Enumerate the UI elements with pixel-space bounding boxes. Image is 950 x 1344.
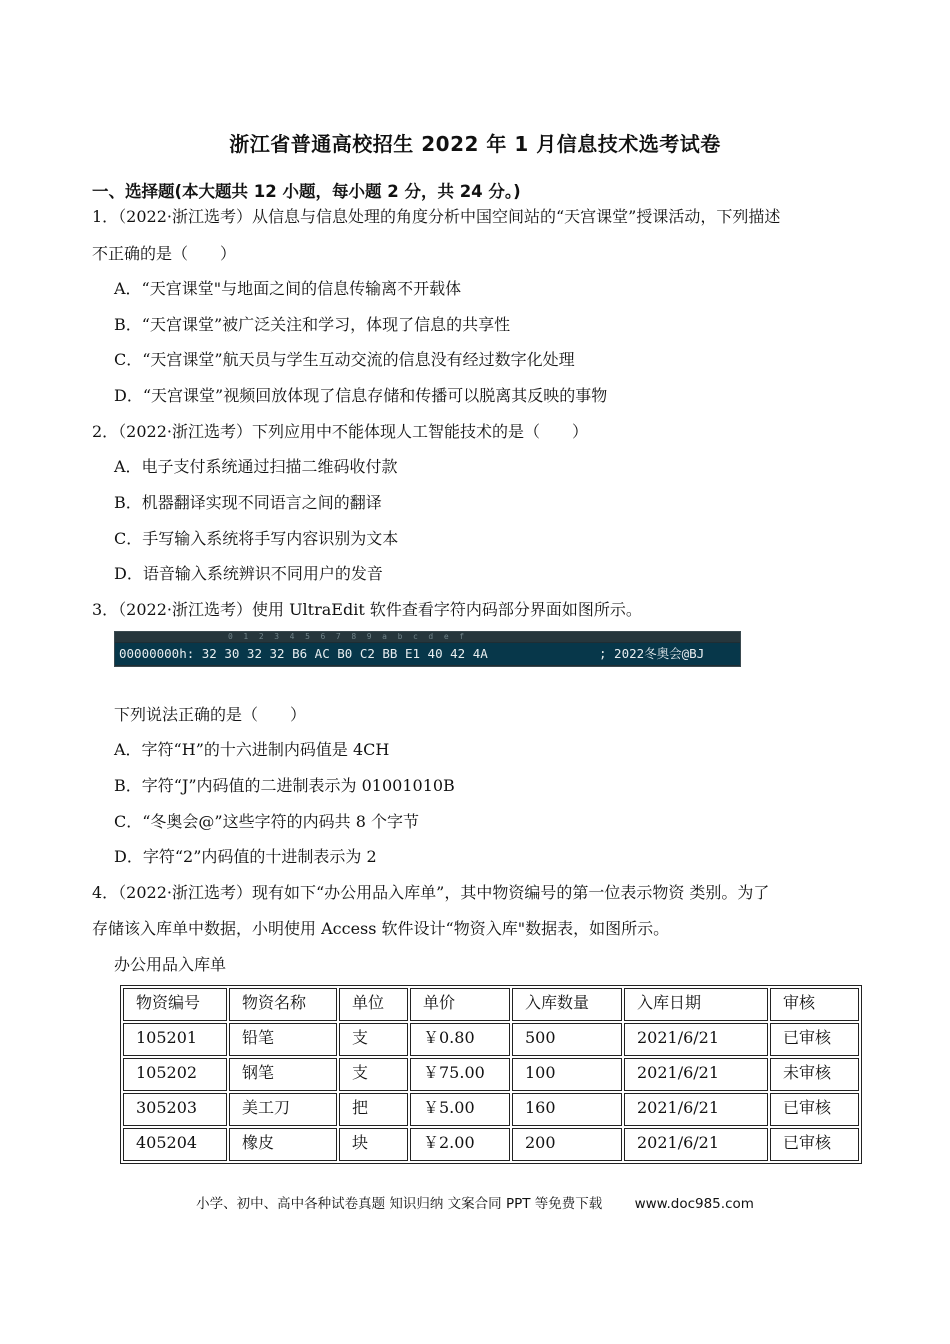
hex-ascii-text: ; 2022冬奥会@BJ	[599, 646, 705, 661]
cell-date: 2021/6/21	[624, 1093, 768, 1126]
cell-date: 2021/6/21	[624, 1058, 768, 1091]
table-row	[123, 1023, 859, 1056]
q4-stem-line-2: 存储该入库单中数据，小明使用 Access 软件设计“物资入库"数据表，如图所示。	[92, 919, 670, 938]
header-cell: 物资编号	[123, 988, 227, 1021]
cell-id: 105201	[123, 1023, 227, 1056]
cell-review: 已审核	[770, 1093, 859, 1126]
q3-option-c: C．“冬奥会@”这些字符的内码共 8 个字节	[114, 812, 419, 831]
cell-name: 美工刀	[229, 1093, 337, 1126]
table-caption: 办公用品入库单	[114, 955, 227, 974]
cell-price: ￥5.00	[410, 1093, 510, 1126]
cell-qty: 500	[512, 1023, 622, 1056]
q1-stem-line-1: 1．（2022·浙江选考）从信息与信息处理的角度分析中国空间站的“天宫课堂”授课活动，下列描述	[92, 207, 781, 226]
header-cell: 单位	[339, 988, 408, 1021]
cell-qty: 100	[512, 1058, 622, 1091]
q1-stem-line-2: 不正确的是（ ）	[92, 244, 237, 263]
cell-qty: 200	[512, 1128, 622, 1161]
q2-option-a: A．电子支付系统通过扫描二维码收付款	[114, 457, 398, 476]
q2-option-d: D．语音输入系统辨识不同用户的发音	[114, 564, 383, 583]
q3-sub-prompt: 下列说法正确的是（ ）	[114, 705, 307, 724]
cell-price: ￥0.80	[410, 1023, 510, 1056]
q3-option-d: D．字符“2”内码值的十进制表示为 2	[114, 847, 377, 866]
cell-review: 已审核	[770, 1128, 859, 1161]
q1-option-a: A．“天宫课堂"与地面之间的信息传输离不开载体	[114, 279, 462, 298]
cell-date: 2021/6/21	[624, 1128, 768, 1161]
header-cell: 单价	[410, 988, 510, 1021]
q3-stem: 3．（2022·浙江选考）使用 UltraEdit 软件查看字符内码部分界面如图所示。	[92, 600, 642, 619]
cell-unit: 支	[339, 1023, 408, 1056]
table-row	[123, 1058, 859, 1091]
section-heading: 一、选择题(本大题共 12 小题，每小题 2 分，共 24 分。)	[92, 182, 521, 201]
q4-stem-line-1: 4．（2022·浙江选考）现有如下“办公用品入库单”，其中物资编号的第一位表示物资 类别。为了	[92, 883, 770, 902]
q1-option-d: D．“天宫课堂”视频回放体现了信息存储和传播可以脱离其反映的事物	[114, 386, 608, 405]
cell-name: 橡皮	[229, 1128, 337, 1161]
cell-price: ￥2.00	[410, 1128, 510, 1161]
inventory-table	[120, 985, 862, 1164]
table-header-row	[123, 988, 859, 1021]
document-title: 浙江省普通高校招生 2022 年 1 月信息技术选考试卷	[229, 132, 721, 156]
page-footer	[0, 1192, 950, 1212]
q2-option-c: C．手写输入系统将手写内容识别为文本	[114, 529, 399, 548]
cell-name: 铅笔	[229, 1023, 337, 1056]
cell-unit: 块	[339, 1128, 408, 1161]
table-row	[123, 1128, 859, 1161]
cell-price: ￥75.00	[410, 1058, 510, 1091]
header-cell: 物资名称	[229, 988, 337, 1021]
cell-qty: 160	[512, 1093, 622, 1126]
footer-link[interactable]: www.doc985.com	[634, 1196, 754, 1212]
cell-id: 105202	[123, 1058, 227, 1091]
hex-row: 00000000h: 32 30 32 32 B6 AC B0 C2 BB E1 40 42 4A	[115, 643, 741, 665]
table-row	[123, 1093, 859, 1126]
q2-option-b: B．机器翻译实现不同语言之间的翻译	[114, 493, 382, 512]
ultraedit-hex-view	[114, 631, 741, 667]
q3-option-b: B．字符“J”内码值的二进制表示为 01001010B	[114, 776, 455, 795]
q2-stem: 2．（2022·浙江选考）下列应用中不能体现人工智能技术的是（ ）	[92, 422, 588, 441]
cell-review: 未审核	[770, 1058, 859, 1091]
header-cell: 审核	[770, 988, 859, 1021]
cell-id: 305203	[123, 1093, 227, 1126]
header-cell: 入库数量	[512, 988, 622, 1021]
cell-review: 已审核	[770, 1023, 859, 1056]
cell-unit: 把	[339, 1093, 408, 1126]
q1-option-c: C．“天宫课堂”航天员与学生互动交流的信息没有经过数字化处理	[114, 350, 575, 369]
q1-option-b: B．“天宫课堂”被广泛关注和学习，体现了信息的共享性	[114, 315, 511, 334]
cell-date: 2021/6/21	[624, 1023, 768, 1056]
hex-ruler: 0123456789abcdef	[115, 632, 741, 642]
footer-text: 小学、初中、高中各种试卷真题 知识归纳 文案合同 PPT 等免费下载	[196, 1196, 603, 1212]
cell-id: 405204	[123, 1128, 227, 1161]
header-cell: 入库日期	[624, 988, 768, 1021]
cell-unit: 支	[339, 1058, 408, 1091]
cell-name: 钢笔	[229, 1058, 337, 1091]
q3-option-a: A．字符“H”的十六进制内码值是 4CH	[114, 740, 390, 759]
